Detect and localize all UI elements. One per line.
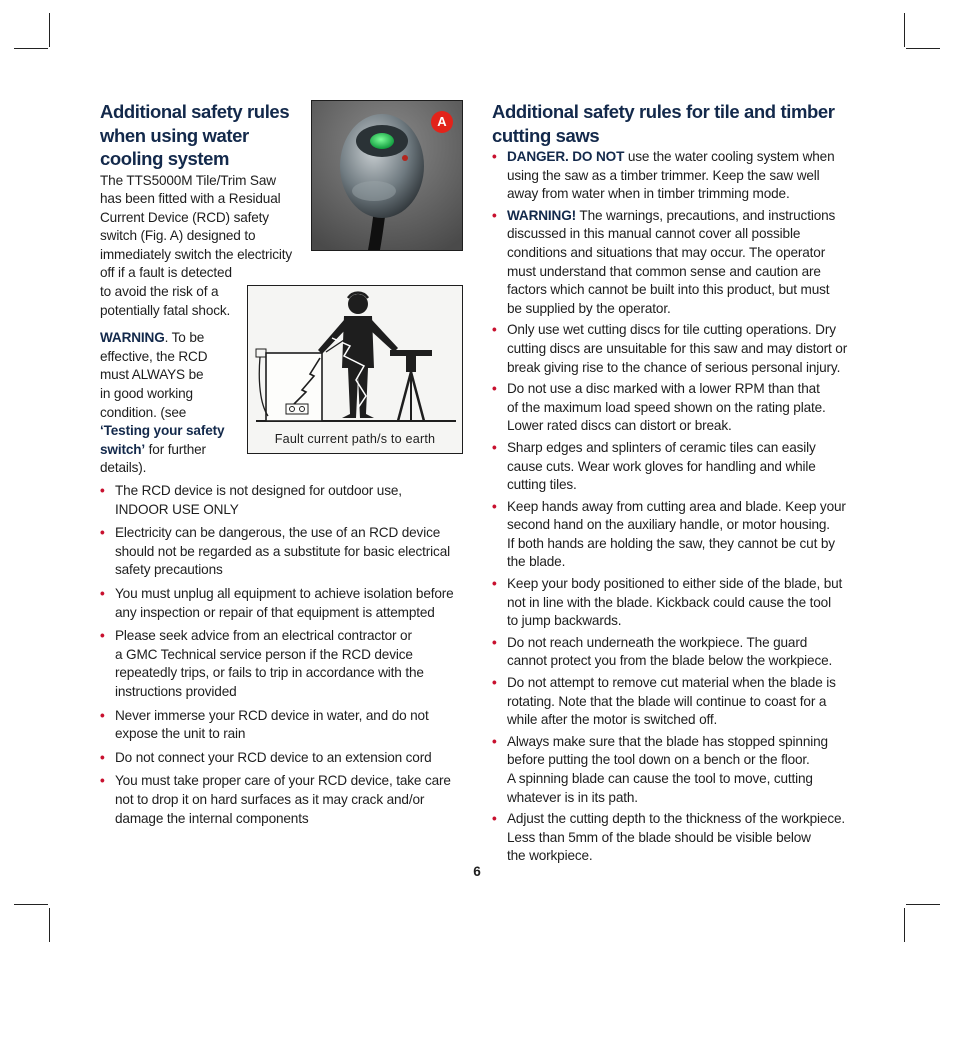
list-item: • Never immerse your RCD device in water, and do not expose the unit to rain	[100, 707, 429, 742]
warning-label: WARNING	[100, 330, 165, 346]
warning-paragraph: WARNING. To be effective, the RCD must ALWAYS be in good working condition. (see ‘Testing your safety switch’ for further details).	[100, 330, 225, 476]
crop-mark	[14, 904, 48, 905]
list-item: • The RCD device is not designed for outdoor use, INDOOR USE ONLY	[100, 483, 402, 517]
list-item: • You must unplug all equipment to achieve isolation before any inspection or repair of that equipment is attempted	[100, 585, 454, 620]
warning-label: WARNING!	[507, 207, 577, 223]
intro-paragraph: The TTS5000M Tile/Trim Saw has been fitted with a Residual Current Device (RCD) safety switch (Fig. A) designed to immediately switch the electricity off if a fault is detected to avoid the risk of a potentially fatal shock.	[100, 172, 293, 318]
list-item: • Please seek advice from an electrical contractor or a GMC Technical service person if the RCD device repeatedly trips, or fails to trip in accordance with the instructions provided	[100, 628, 424, 699]
list-item: • Adjust the cutting depth to the thickness of the workpiece. Less than 5mm of the blade should be visible below the workpiece.	[492, 811, 845, 864]
crop-mark	[906, 904, 940, 905]
right-column	[492, 100, 858, 869]
list-item: • Keep hands away from cutting area and blade. Keep your second hand on the auxiliary handle, or motor housing. If both hands are holding the saw, they cannot be cut by the blade.	[492, 498, 846, 570]
saw-safety-bullet-list	[492, 148, 858, 866]
testing-safety-switch-reference: ‘Testing your safety	[100, 423, 225, 439]
rcd-bullet-list	[100, 482, 464, 828]
crop-mark	[906, 48, 940, 49]
list-item: • Do not connect your RCD device to an extension cord	[100, 749, 432, 765]
list-item: • Do not use a disc marked with a lower RPM than that of the maximum load speed shown on the rating plate. Lower rated discs can distort or break.	[492, 381, 826, 434]
crop-mark	[14, 48, 48, 49]
list-item: • Keep your body positioned to either side of the blade, but not in line with the blade. Kickback could cause the tool to jump backwards.	[492, 576, 843, 629]
list-item: • DANGER. DO NOT use the water cooling system when using the saw as a timber trimmer. Keep the saw well away from water when in timber trimming mode.	[492, 149, 835, 202]
earth-path-illustration	[248, 286, 462, 431]
crop-mark	[904, 908, 905, 942]
list-item: • Electricity can be dangerous, the use of an RCD device should not be regarded as a substitute for basic electrical safety precautions	[100, 525, 450, 578]
danger-label: DANGER. DO NOT	[507, 149, 625, 164]
figure-a-rcd-photo	[311, 100, 463, 251]
right-heading: Additional safety rules for tile and timber cutting saws	[492, 101, 835, 146]
list-item: • Always make sure that the blade has stopped spinning before putting the tool down on a bench or the floor. A spinning blade can cause the tool to move, cutting whatever is in its path.	[492, 733, 828, 805]
left-heading: Additional safety rules when using water cooling system	[100, 101, 290, 169]
list-item: • Sharp edges and splinters of ceramic tiles can easily cause cuts. Wear work gloves for handling and while cutting tiles.	[492, 439, 816, 493]
crop-mark	[49, 908, 50, 942]
list-item: • You must take proper care of your RCD device, take care not to drop it on hard surfaces as it may crack and/or damage the internal components	[100, 773, 451, 826]
crop-mark	[904, 13, 905, 47]
list-item: • WARNING! The warnings, precautions, and instructions discussed in this manual cannot cover all possible conditions and situations that may occur. The operator must understand that common sense and caution are factors which cannot be built into this product, but must be supplied by the operator.	[492, 207, 836, 316]
figure-a-badge-label: A	[437, 114, 447, 129]
page-number: 6	[473, 864, 481, 879]
crop-mark	[49, 13, 50, 47]
list-item: • Only use wet cutting discs for tile cutting operations. Dry cutting discs are unsuitable for this saw and may distort or break giving rise to the chance of serious personal injury.	[492, 322, 848, 375]
list-item: • Do not reach underneath the workpiece. The guard cannot protect you from the blade below the workpiece.	[492, 634, 833, 669]
list-item: • Do not attempt to remove cut material when the blade is rotating. Note that the blade will continue to coast for a while after the motor is switched off.	[492, 675, 836, 728]
diagram-caption: Fault current path/s to earth	[274, 432, 436, 446]
fault-current-diagram	[247, 285, 463, 454]
